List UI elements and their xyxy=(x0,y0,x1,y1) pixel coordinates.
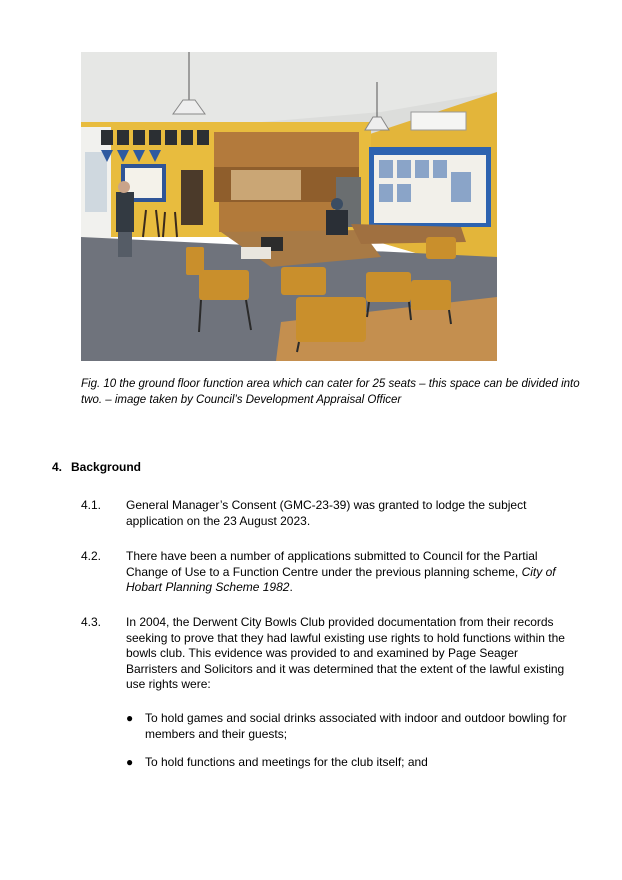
function-room-photo xyxy=(81,52,497,361)
bullet-text: To hold games and social drinks associated with indoor and outdoor bowling for members and their guests; xyxy=(145,711,567,741)
item-text-end: . xyxy=(289,580,293,594)
item-text xyxy=(126,549,571,596)
section-number: 4. xyxy=(52,460,63,474)
figure-caption: Fig. 10 the ground floor function area which can cater for 25 seats – this space can be divided into two. – image taken by Council’s Development Appraisal Officer xyxy=(81,378,580,406)
item-text: General Manager’s Consent (GMC-23-39) was granted to lodge the subject application on the 23 August 2023. xyxy=(126,498,527,528)
section-title: Background xyxy=(71,460,142,474)
bullet-icon: ● xyxy=(126,711,134,725)
item-number: 4.1. xyxy=(81,498,102,512)
item-number: 4.2. xyxy=(81,549,102,563)
item-number: 4.3. xyxy=(81,615,102,629)
item-text-plain: There have been a number of applications submitted to Council for the Partial Change of Use to a Function Centre under the previous planning scheme, xyxy=(126,549,538,579)
section-heading xyxy=(52,460,141,474)
scheme-title: City of Hobart Planning Scheme 1982 xyxy=(126,564,556,594)
bullet-icon: ● xyxy=(126,755,134,769)
bullet-text: To hold functions and meetings for the club itself; and xyxy=(145,755,428,769)
item-text: In 2004, the Derwent City Bowls Club provided documentation from their records seeking to prove that they had lawful existing use rights to hold functions within the bowls club. This evidence was provided to and examined by Page Seager Barristers and Solicitors and it was determined that the extent of the lawful existing use rights were: xyxy=(126,615,565,691)
